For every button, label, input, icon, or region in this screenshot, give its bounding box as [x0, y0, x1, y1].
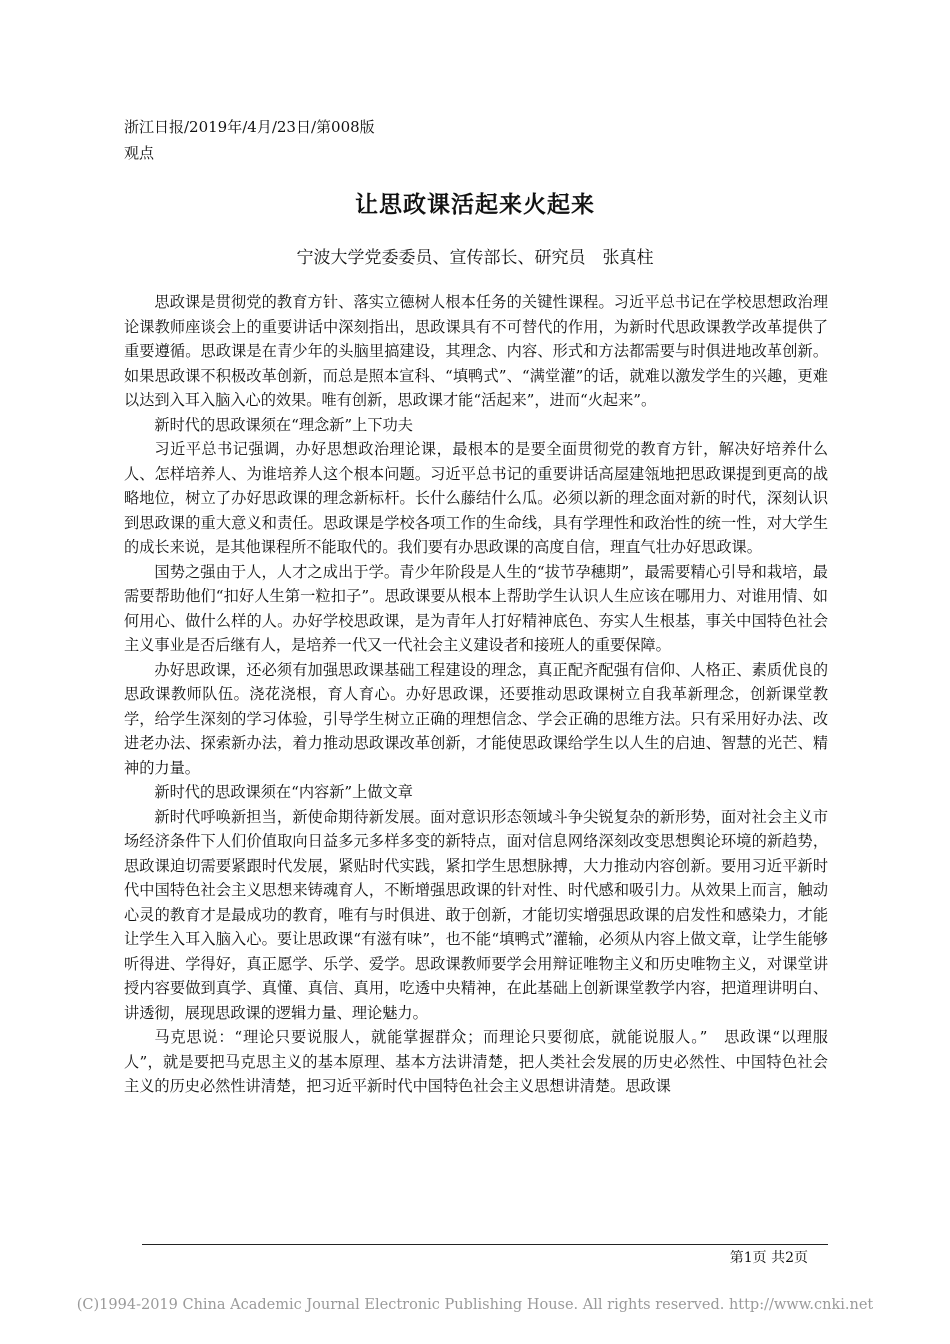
article-body: [124, 290, 828, 1099]
paragraph: 新时代呼唤新担当，新使命期待新发展。面对意识形态领域斗争尖锐复杂的新形势，面对社会主义市场经济条件下人们价值取向日益多元多样多变的新特点，面对信息网络深刻改变思想舆论环境的新趋势，思政课迫切需要紧跟时代发展，紧贴时代实践，紧扣学生思想脉搏，大力推动内容创新。要用习近平新时代中国特色社会主义思想来铸魂育人，不断增强思政课的针对性、时代感和吸引力。从效果上而言，触动心灵的教育才是最成功的教育，唯有与时俱进、敢于创新，才能切实增强思政课的启发性和感染力，才能让学生入耳入脑入心。要让思政课“有滋有味”，也不能“填鸭式”灌输，必须从内容上做文章，让学生能够听得进、学得好，真正愿学、乐学、爱学。思政课教师要学会用辩证唯物主义和历史唯物主义，对课堂讲授内容要做到真学、真懂、真信、真用，吃透中央精神，在此基础上创新课堂教学内容，把道理讲明白、讲透彻，展现思政课的逻辑力量、理论魅力。: [124, 807, 828, 1022]
article-title: 让思政课活起来火起来: [355, 191, 595, 218]
copyright-watermark: (C)1994-2019 China Academic Journal Electronic Publishing House. All rights reserved. http://www.cnki.net: [76, 1297, 874, 1313]
column-name: 观点: [124, 144, 155, 162]
paragraph: 马克思说：“理论只要说服人，就能掌握群众；而理论只要彻底，就能说服人。” 思政课“以理服人”，就是要把马克思主义的基本原理、基本方法讲清楚，把人类社会发展的历史必然性、中国特色社会主义的历史必然性讲清楚，把习近平新时代中国特色社会主义思想讲清楚。思政课: [124, 1028, 828, 1095]
footer-divider: [142, 1244, 828, 1245]
paragraph: 办好思政课，还必须有加强思政课基础工程建设的理念，真正配齐配强有信仰、人格正、素质优良的思政课教师队伍。浇花浇根，育人育心。办好思政课，还要推动思政课树立自我革新理念，创新课堂教学，给学生深刻的学习体验，引导学生树立正确的理想信念、学会正确的思维方法。只有采用好办法、改进老办法、探索新办法，着力推动思政课改革创新，才能使思政课给学生以人生的启迪、智慧的光芒、精神的力量。: [124, 660, 828, 777]
paragraph: 习近平总书记强调，办好思想政治理论课，最根本的是要全面贯彻党的教育方针，解决好培养什么人、怎样培养人、为谁培养人这个根本问题。习近平总书记的重要讲话高屋建瓴地把思政课提到更高的战略地位，树立了办好思政课的理念新标杆。长什么藤结什么瓜。必须以新的理念面对新的时代，深刻认识到思政课的重大意义和责任。思政课是学校各项工作的生命线，具有学理性和政治性的统一性，对大学生的成长来说，是其他课程所不能取代的。我们要有办思政课的高度自信，理直气壮办好思政课。: [124, 440, 828, 556]
article-author: 宁波大学党委委员、宣传部长、研究员 张真柱: [296, 248, 654, 268]
document-source-info: [124, 114, 375, 166]
paragraph: 思政课是贯彻党的教育方针、落实立德树人根本任务的关键性课程。习近平总书记在学校思想政治理论课教师座谈会上的重要讲话中深刻指出，思政课具有不可替代的作用，为新时代思政课教学改革提供了重要遵循。思政课是在青少年的头脑里搞建设，其理念、内容、形式和方法都需要与时俱进地改革创新。如果思政课不积极改革创新，而总是照本宣科、“填鸭式”、“满堂灌”的话，就难以激发学生的兴趣，更难以达到入耳入脑入心的效果。唯有创新，思政课才能“活起来”，进而“火起来”。: [124, 293, 828, 409]
paragraph: 国势之强由于人，人才之成出于学。青少年阶段是人生的“拔节孕穗期”，最需要精心引导和栽培，最需要帮助他们“扣好人生第一粒扣子”。思政课要从根本上帮助学生认识人生应该在哪用力、对谁用情、如何用心、做什么样的人。办好学校思政课，是为青年人打好精神底色、夯实人生根基，事关中国特色社会主义事业是否后继有人，是培养一代又一代社会主义建设者和接班人的重要保障。: [124, 562, 828, 654]
source-line: 浙江日报/2019年/4月/23日/第008版: [124, 118, 375, 136]
section-heading: 新时代的思政课须在“理念新”上下功夫: [154, 415, 413, 434]
page-number: 第1页 共2页: [729, 1250, 808, 1266]
section-heading: 新时代的思政课须在“内容新”上做文章: [154, 783, 413, 801]
